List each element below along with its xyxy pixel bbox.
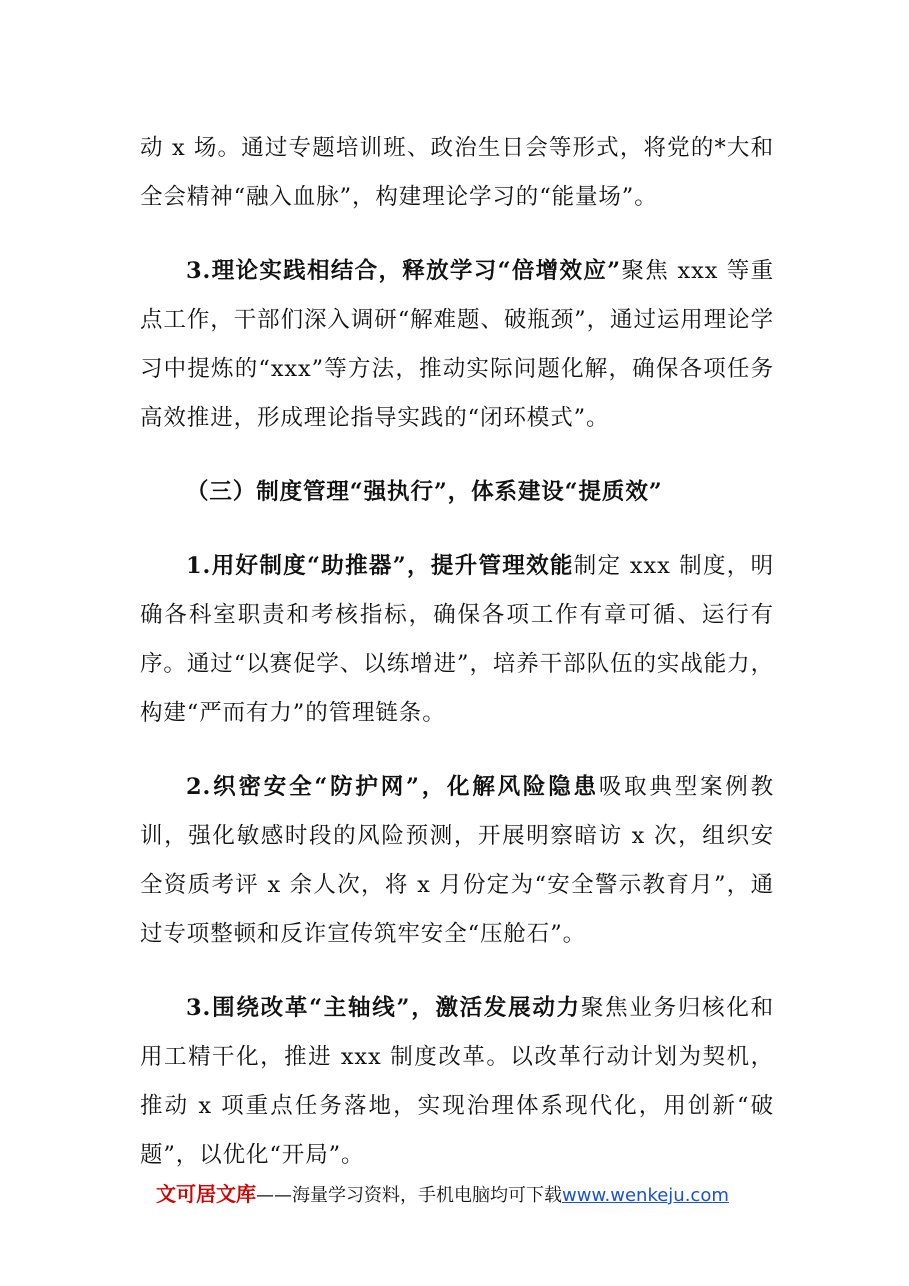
- paragraph-system-booster: [140, 542, 774, 738]
- footer-tagline: ——海量学习资料，手机电脑均可下载: [256, 1185, 562, 1206]
- document-body: [140, 124, 774, 1180]
- item-body-theory-practice: 聚焦 xxx 等重点工作，干部们深入调研“解难题、破瓶颈”，通过运用理论学习中提炼的“xxx”等方法，推动实际问题化解，确保各项任务高效推进，形成理论指导实践的“闭环模式”。: [140, 258, 774, 431]
- item-body-safety-net: 吸取典型案例教训，强化敏感时段的风险预测，开展明察暗访 x 次，组织安全资质考评 x 余人次，将 x 月份定为“安全警示教育月”，通过专项整顿和反诈宣传筑牢安全“压舱石”。: [140, 774, 774, 947]
- footer-banner: [156, 1179, 796, 1211]
- item-lead-theory-practice: 3.理论实践相结合，释放学习“倍增效应”: [186, 258, 621, 284]
- item-body-reform-axis: 聚焦业务归核化和用工精干化，推进 xxx 制度改革。以改革行动计划为契机，推动 x 项重点任务落地，实现治理体系现代化，用创新“破题”，以优化“开局”。: [140, 995, 775, 1168]
- paragraph-reform-axis: [140, 984, 774, 1180]
- paragraph-safety-net: [140, 763, 774, 959]
- footer-brand: 文可居文库: [156, 1182, 256, 1206]
- section-heading-system-management: （三）制度管理“强执行”，体系建设“提质效”: [186, 479, 663, 505]
- item-lead-reform-axis: 3.围绕改革“主轴线”，激活发展动力: [186, 995, 581, 1021]
- item-lead-safety-net: 2.织密安全“防护网”，化解风险隐患: [186, 774, 599, 800]
- paragraph-theory-practice: [140, 247, 774, 443]
- item-lead-system-booster: 1.用好制度“助推器”，提升管理效能: [186, 553, 574, 579]
- footer-website-link[interactable]: www.wenkeju.com: [562, 1185, 729, 1206]
- paragraph-continuation: 动 x 场。通过专题培训班、政治生日会等形式，将党的*大和全会精神“融入血脉”，构建理论学习的“能量场”。: [140, 135, 774, 210]
- item-body-system-booster: 制定 xxx 制度，明确各科室职责和考核指标，确保各项工作有章可循、运行有序。通过“以赛促学、以练增进”，培养干部队伍的实战能力，构建“严而有力”的管理链条。: [140, 553, 774, 726]
